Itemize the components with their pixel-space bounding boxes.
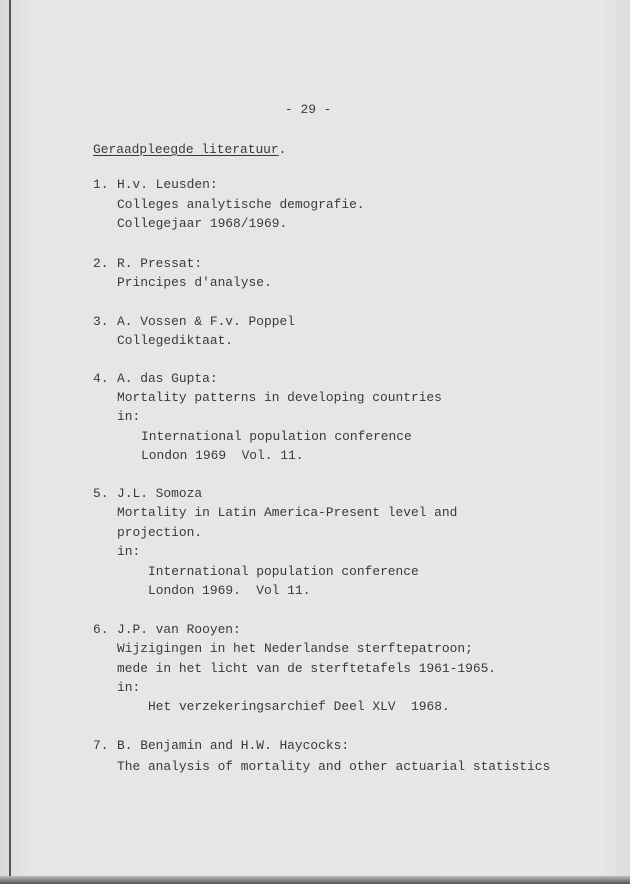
ref-line: in: <box>117 544 141 559</box>
ref-line: projection. <box>117 525 203 540</box>
ref-number: 1. <box>93 177 109 192</box>
ref-author: J.L. Somoza <box>117 486 203 501</box>
ref-author: H.v. Leusden: <box>117 177 218 192</box>
ref-source: Het verzekeringsarchief Deel XLV 1968. <box>148 699 450 714</box>
ref-author: R. Pressat: <box>117 256 203 271</box>
ref-author: A. Vossen & F.v. Poppel <box>117 314 295 329</box>
page-number: - 29 - <box>285 102 332 117</box>
ref-number: 6. <box>93 622 109 637</box>
ref-source: London 1969. Vol 11. <box>148 583 311 598</box>
ref-author: J.P. van Rooyen: <box>117 622 241 637</box>
ref-number: 4. <box>93 371 109 386</box>
ref-number: 7. <box>93 738 109 753</box>
ref-line: The analysis of mortality and other actuarial statistics <box>117 759 551 774</box>
heading-text: Geraadpleegde literatuur <box>93 142 279 157</box>
ref-source: London 1969 Vol. 11. <box>141 448 304 463</box>
section-heading <box>93 142 286 158</box>
page-bottom-edge <box>0 876 630 884</box>
ref-number: 5. <box>93 486 109 501</box>
ref-number: 3. <box>93 314 109 329</box>
ref-line: in: <box>117 409 141 424</box>
page-left-edge <box>9 0 11 884</box>
ref-author: A. das Gupta: <box>117 371 218 386</box>
ref-source: International population conference <box>141 429 412 444</box>
ref-line: Mortality patterns in developing countries <box>117 390 442 405</box>
ref-line: mede in het licht van de sterftetafels 1961-1965. <box>117 661 497 676</box>
ref-line: Colleges analytische demografie. <box>117 197 365 212</box>
ref-line: Principes d'analyse. <box>117 275 272 290</box>
ref-line: Mortality in Latin America-Present level and <box>117 505 458 520</box>
heading-period: . <box>278 142 287 157</box>
ref-line: in: <box>117 680 141 695</box>
ref-author: B. Benjamin and H.W. Haycocks: <box>117 738 350 753</box>
ref-source: International population conference <box>148 564 419 579</box>
ref-number: 2. <box>93 256 109 271</box>
ref-line: Collegediktaat. <box>117 333 234 348</box>
ref-line: Wijzigingen in het Nederlandse sterftepatroon; <box>117 641 473 656</box>
ref-line: Collegejaar 1968/1969. <box>117 216 288 231</box>
